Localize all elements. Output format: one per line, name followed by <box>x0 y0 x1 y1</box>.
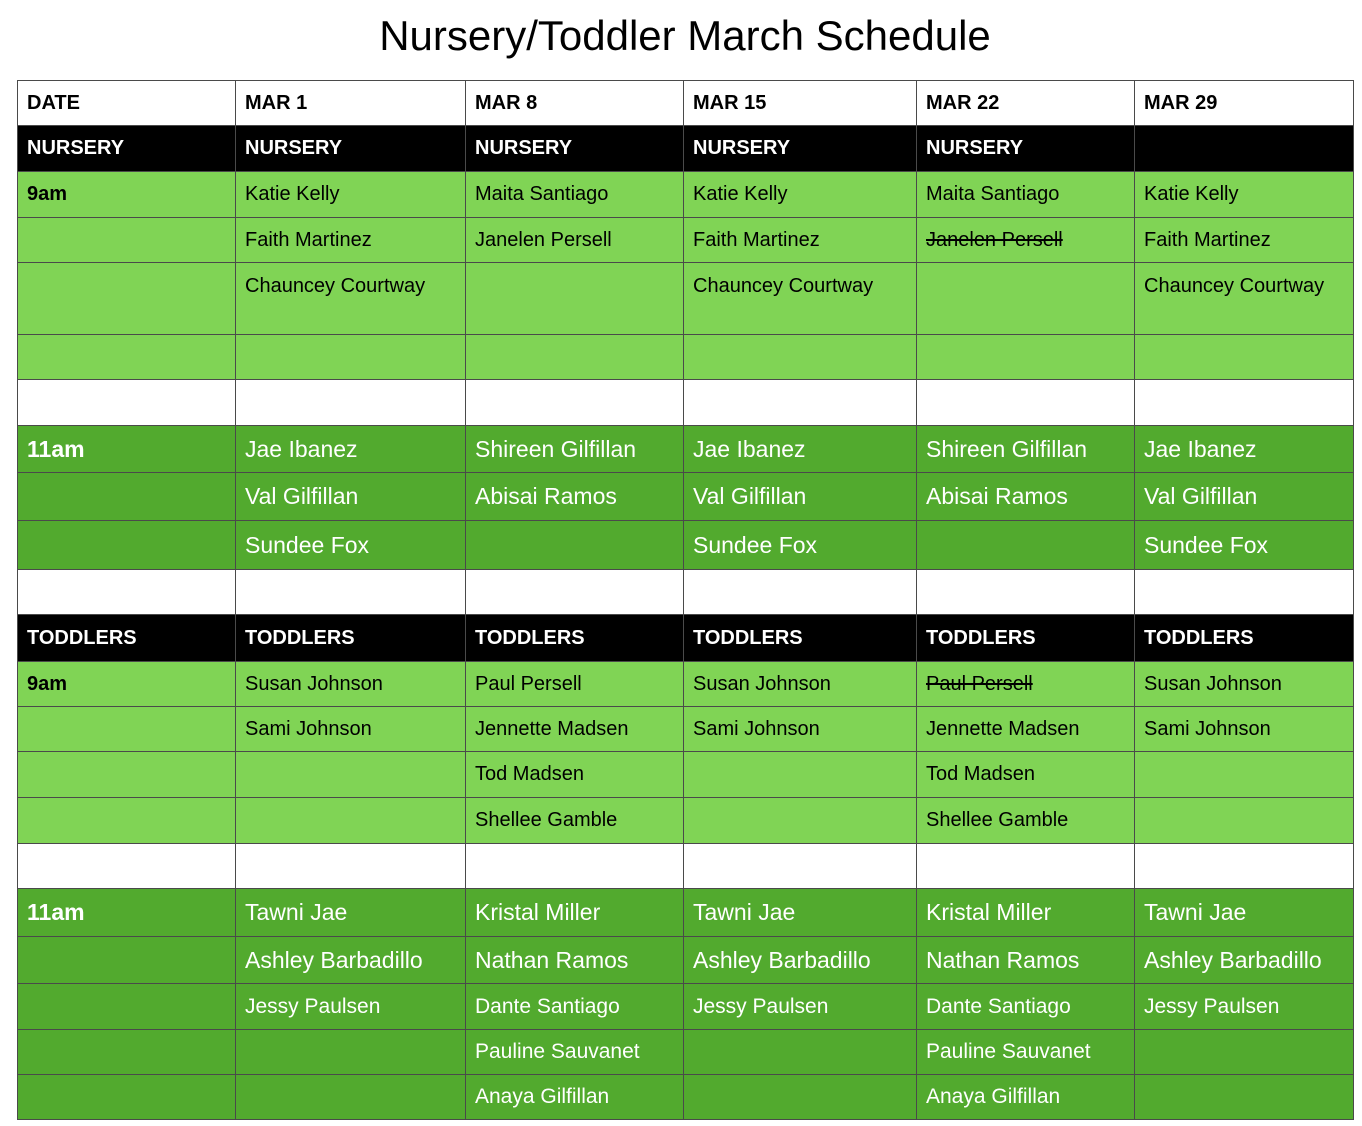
volunteer-cell <box>236 798 466 844</box>
time-label: 11am <box>18 889 236 937</box>
volunteer-cell: Shireen Gilfillan <box>466 426 684 473</box>
volunteer-cell: Jessy Paulsen <box>684 984 917 1030</box>
table-row <box>18 662 1354 707</box>
volunteer-cell <box>236 1030 466 1075</box>
volunteer-cell: Jae Ibanez <box>1135 426 1354 473</box>
volunteer-cell <box>1135 752 1354 798</box>
table-row <box>18 1030 1354 1075</box>
volunteer-cell: Abisai Ramos <box>466 473 684 521</box>
table-row <box>18 218 1354 263</box>
volunteer-cell: Val Gilfillan <box>1135 473 1354 521</box>
time-label <box>18 218 236 263</box>
volunteer-cell: Val Gilfillan <box>236 473 466 521</box>
volunteer-cell: Faith Martinez <box>684 218 917 263</box>
volunteer-cell <box>684 335 917 380</box>
volunteer-cell: Sundee Fox <box>684 521 917 570</box>
time-label <box>18 937 236 984</box>
volunteer-cell: Sami Johnson <box>1135 707 1354 752</box>
column-header-row <box>18 81 1354 126</box>
table-row <box>18 1075 1354 1120</box>
volunteer-cell: Maita Santiago <box>917 172 1135 218</box>
volunteer-cell: Pauline Sauvanet <box>466 1030 684 1075</box>
volunteer-cell: Katie Kelly <box>1135 172 1354 218</box>
volunteer-cell: Ashley Barbadillo <box>236 937 466 984</box>
table-row <box>18 172 1354 218</box>
time-label <box>18 335 236 380</box>
table-row <box>18 263 1354 335</box>
spacer-row <box>18 844 1354 889</box>
table-row <box>18 707 1354 752</box>
section-label: TODDLERS <box>236 615 466 662</box>
volunteer-cell: Anaya Gilfillan <box>466 1075 684 1120</box>
volunteer-cell: Sundee Fox <box>236 521 466 570</box>
volunteer-cell: Shireen Gilfillan <box>917 426 1135 473</box>
volunteer-cell <box>1135 1075 1354 1120</box>
time-label <box>18 798 236 844</box>
volunteer-cell <box>1135 1030 1354 1075</box>
section-label: TODDLERS <box>1135 615 1354 662</box>
column-header: MAR 1 <box>236 81 466 126</box>
volunteer-cell <box>236 335 466 380</box>
time-label <box>18 752 236 798</box>
section-label: NURSERY <box>684 126 917 172</box>
table-row <box>18 426 1354 473</box>
volunteer-cell <box>684 798 917 844</box>
time-label <box>18 984 236 1030</box>
volunteer-cell: Tod Madsen <box>917 752 1135 798</box>
table-row <box>18 335 1354 380</box>
time-label: 9am <box>18 662 236 707</box>
volunteer-cell: Shellee Gamble <box>466 798 684 844</box>
volunteer-cell <box>466 335 684 380</box>
volunteer-cell <box>1135 798 1354 844</box>
volunteer-cell: Nathan Ramos <box>917 937 1135 984</box>
spacer-row <box>18 570 1354 615</box>
volunteer-cell: Ashley Barbadillo <box>684 937 917 984</box>
schedule-table <box>17 80 1354 1120</box>
volunteer-cell: Katie Kelly <box>684 172 917 218</box>
table-row <box>18 798 1354 844</box>
volunteer-cell <box>684 1030 917 1075</box>
volunteer-cell: Faith Martinez <box>236 218 466 263</box>
volunteer-cell: Maita Santiago <box>466 172 684 218</box>
volunteer-cell <box>236 1075 466 1120</box>
volunteer-cell <box>917 335 1135 380</box>
volunteer-cell: Tawni Jae <box>1135 889 1354 937</box>
volunteer-cell: Susan Johnson <box>236 662 466 707</box>
section-label <box>1135 126 1354 172</box>
table-row <box>18 937 1354 984</box>
column-header: MAR 15 <box>684 81 917 126</box>
section-label: NURSERY <box>466 126 684 172</box>
volunteer-cell: Jessy Paulsen <box>236 984 466 1030</box>
volunteer-cell: Jae Ibanez <box>684 426 917 473</box>
volunteer-cell: Dante Santiago <box>466 984 684 1030</box>
section-label: NURSERY <box>917 126 1135 172</box>
volunteer-cell: Jennette Madsen <box>466 707 684 752</box>
volunteer-cell <box>1135 335 1354 380</box>
column-header: MAR 22 <box>917 81 1135 126</box>
time-label: 9am <box>18 172 236 218</box>
volunteer-cell: Tod Madsen <box>466 752 684 798</box>
section-label: TODDLERS <box>684 615 917 662</box>
volunteer-cell: Jennette Madsen <box>917 707 1135 752</box>
volunteer-cell <box>684 752 917 798</box>
volunteer-cell: Kristal Miller <box>466 889 684 937</box>
section-label: TODDLERS <box>917 615 1135 662</box>
section-label: TODDLERS <box>466 615 684 662</box>
column-header: MAR 8 <box>466 81 684 126</box>
section-label: TODDLERS <box>18 615 236 662</box>
volunteer-cell: Tawni Jae <box>684 889 917 937</box>
time-label: 11am <box>18 426 236 473</box>
volunteer-cell: Susan Johnson <box>684 662 917 707</box>
time-label <box>18 263 236 335</box>
time-label <box>18 521 236 570</box>
volunteer-cell <box>684 1075 917 1120</box>
volunteer-cell <box>236 752 466 798</box>
volunteer-cell: Paul Persell <box>466 662 684 707</box>
time-label <box>18 1030 236 1075</box>
volunteer-cell: Nathan Ramos <box>466 937 684 984</box>
volunteer-cell: Faith Martinez <box>1135 218 1354 263</box>
page-title: Nursery/Toddler March Schedule <box>379 12 991 59</box>
volunteer-cell: Tawni Jae <box>236 889 466 937</box>
table-row <box>18 984 1354 1030</box>
volunteer-cell: Sami Johnson <box>684 707 917 752</box>
volunteer-cell: Val Gilfillan <box>684 473 917 521</box>
volunteer-cell: Shellee Gamble <box>917 798 1135 844</box>
table-row <box>18 889 1354 937</box>
nursery-section-header <box>18 126 1354 172</box>
table-row <box>18 473 1354 521</box>
volunteer-cell: Abisai Ramos <box>917 473 1135 521</box>
volunteer-cell <box>466 521 684 570</box>
volunteer-cell: Anaya Gilfillan <box>917 1075 1135 1120</box>
volunteer-cell: Kristal Miller <box>917 889 1135 937</box>
volunteer-cell: Chauncey Courtway <box>1135 263 1354 335</box>
volunteer-cell: Chauncey Courtway <box>236 263 466 335</box>
time-label <box>18 707 236 752</box>
volunteer-cell-struck: Janelen Persell <box>917 218 1135 263</box>
volunteer-cell: Janelen Persell <box>466 218 684 263</box>
volunteer-cell <box>466 263 684 335</box>
time-label <box>18 473 236 521</box>
volunteer-cell: Dante Santiago <box>917 984 1135 1030</box>
volunteer-cell-struck: Paul Persell <box>917 662 1135 707</box>
volunteer-cell: Ashley Barbadillo <box>1135 937 1354 984</box>
section-label: NURSERY <box>236 126 466 172</box>
volunteer-cell: Sundee Fox <box>1135 521 1354 570</box>
section-label: NURSERY <box>18 126 236 172</box>
volunteer-cell: Jessy Paulsen <box>1135 984 1354 1030</box>
volunteer-cell <box>917 521 1135 570</box>
toddlers-section-header <box>18 615 1354 662</box>
volunteer-cell: Pauline Sauvanet <box>917 1030 1135 1075</box>
volunteer-cell: Chauncey Courtway <box>684 263 917 335</box>
volunteer-cell: Katie Kelly <box>236 172 466 218</box>
time-label <box>18 1075 236 1120</box>
volunteer-cell <box>917 263 1135 335</box>
volunteer-cell: Susan Johnson <box>1135 662 1354 707</box>
table-row <box>18 521 1354 570</box>
volunteer-cell: Sami Johnson <box>236 707 466 752</box>
table-row <box>18 752 1354 798</box>
column-header: DATE <box>18 81 236 126</box>
spacer-row <box>18 380 1354 426</box>
volunteer-cell: Jae Ibanez <box>236 426 466 473</box>
column-header: MAR 29 <box>1135 81 1354 126</box>
